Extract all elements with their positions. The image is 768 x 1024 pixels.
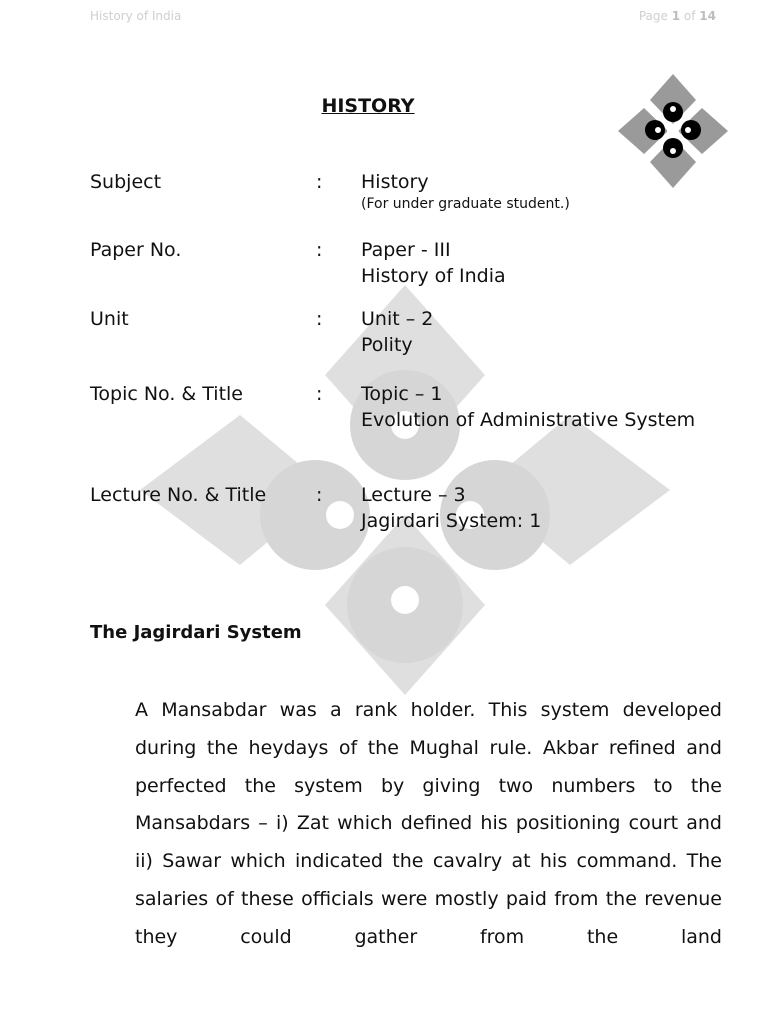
field-value-line: Lecture – 3 [361, 484, 466, 506]
page-number [639, 9, 716, 23]
field-label: Topic No. & Title [90, 383, 243, 405]
field-value [361, 381, 731, 433]
field-label: Subject [90, 171, 162, 193]
field-colon: : [316, 484, 323, 506]
field-label: Paper No. [90, 239, 182, 261]
page-of: of [683, 9, 696, 23]
page-total: 14 [699, 9, 716, 23]
field-value-line: Paper - III [361, 239, 451, 261]
field-value [361, 237, 731, 289]
field-value-line: Jagirdari System: 1 [361, 510, 542, 532]
field-colon: : [316, 308, 323, 330]
field-label: Lecture No. & Title [90, 484, 267, 506]
field-value-line: Polity [361, 334, 413, 356]
field-value [361, 482, 731, 534]
field-value [361, 169, 731, 213]
page-current: 1 [671, 9, 681, 23]
body-paragraph: A Mansabdar was a rank holder. This system developed during the heydays of the Mughal rule. Akbar refined and perfected the system by giving two numbers to the Mansabdars – i) Zat which defined his positioning court and ii) Sawar which indicated the cavalry at his command. The salaries of these officials were mostly paid from the revenue they could gather from the land [135, 699, 722, 948]
field-value-line: History [361, 171, 429, 193]
section-heading: The Jagirdari System [90, 622, 302, 643]
field-value [361, 306, 731, 358]
field-value-line: History of India [361, 265, 506, 287]
field-value-line: Evolution of Administrative System [361, 409, 696, 431]
field-value-line: Unit – 2 [361, 308, 434, 330]
field-colon: : [316, 239, 323, 261]
field-colon: : [316, 171, 323, 193]
page-header-title: History of India [90, 9, 182, 23]
document-title: HISTORY [321, 95, 415, 117]
field-label: Unit [90, 308, 129, 330]
field-colon: : [316, 383, 323, 405]
field-value-line: Topic – 1 [361, 383, 443, 405]
page-word: Page [638, 9, 668, 23]
field-value-note: (For under graduate student.) [361, 196, 570, 212]
